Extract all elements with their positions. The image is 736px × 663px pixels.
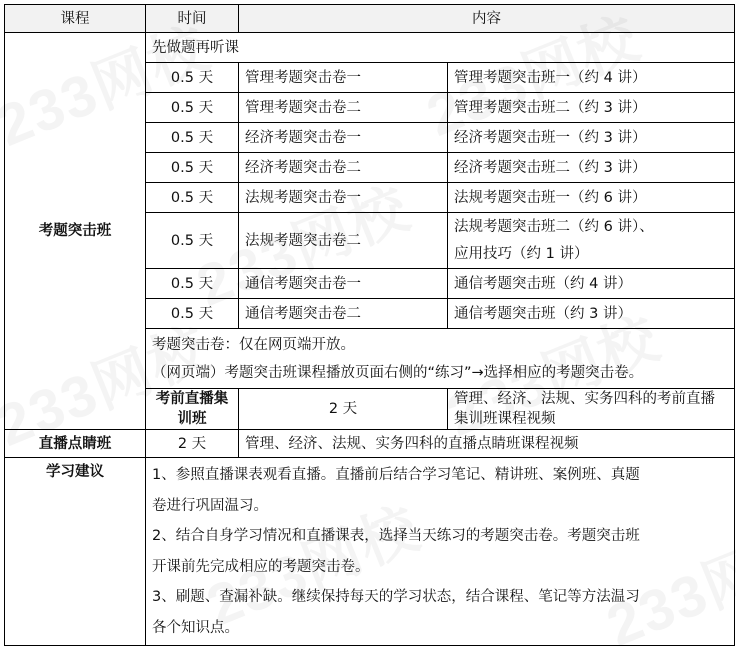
row-time: 0.5 天 [146, 63, 239, 93]
course-advice: 学习建议 [5, 458, 146, 646]
row-content: 管理、经济、法规、实务四科的直播点睛班课程视频 [239, 430, 735, 458]
advice-line: 卷进行巩固温习。 [152, 497, 268, 514]
exam-class-intro: 先做题再听课 [146, 33, 735, 63]
advice-content [146, 458, 735, 646]
row-lesson-line1: 法规考题突击班二（约 6 讲）、 [454, 218, 654, 235]
row-time: 0.5 天 [146, 213, 239, 269]
advice-line: 1、参照直播课表观看直播。直播前后结合学习笔记、精讲班、案例班、真题 [152, 467, 640, 483]
row-paper: 通信考题突击卷一 [239, 269, 448, 299]
row-paper: 经济考题突击卷一 [239, 123, 448, 153]
row-lesson: 通信考题突击班（约 4 讲） [448, 269, 735, 299]
row-paper: 管理考题突击卷二 [239, 93, 448, 123]
row-time: 0.5 天 [146, 269, 239, 299]
row-lesson: 管理考题突击班二（约 3 讲） [448, 93, 735, 123]
header-content: 内容 [239, 5, 735, 33]
row-paper: 经济考题突击卷二 [239, 153, 448, 183]
course-exam-class: 考题突击班 [5, 33, 146, 430]
row-time: 0.5 天 [146, 299, 239, 329]
advice-line: 开课前先完成相应的考题突击卷。 [152, 558, 370, 575]
row-paper: 通信考题突击卷二 [239, 299, 448, 329]
row-lesson: 管理考题突击班一（约 4 讲） [448, 63, 735, 93]
row-time: 0.5 天 [146, 123, 239, 153]
advice-line: 2、结合自身学习情况和直播课表，选择当天练习的考题突击卷。考题突击班 [152, 528, 640, 544]
row-time: 0.5 天 [146, 153, 239, 183]
table-row [5, 33, 735, 63]
course-live-camp: 考前直播集训班 [146, 389, 239, 430]
exam-class-note [146, 329, 735, 389]
row-paper: 法规考题突击卷二 [239, 213, 448, 269]
advice-line: 各个知识点。 [152, 619, 239, 636]
row-lesson: 经济考题突击班一（约 3 讲） [448, 123, 735, 153]
note-line: 考题突击卷：仅在网页端开放。 [152, 337, 355, 353]
table-row [5, 430, 735, 458]
row-lesson [448, 213, 735, 269]
row-lesson-line2: 应用技巧（约 1 讲） [454, 245, 589, 262]
header-course: 课程 [5, 5, 146, 33]
row-time: 2 天 [146, 430, 239, 458]
row-lesson: 法规考题突击班一（约 6 讲） [448, 183, 735, 213]
row-lesson: 经济考题突击班二（约 3 讲） [448, 153, 735, 183]
schedule-table [4, 4, 735, 646]
row-time: 2 天 [239, 389, 448, 430]
note-line: （网页端）考题突击班课程播放页面右侧的“练习”→选择相应的考题突击卷。 [152, 365, 644, 381]
row-time: 0.5 天 [146, 93, 239, 123]
row-paper: 法规考题突击卷一 [239, 183, 448, 213]
course-live-key: 直播点睛班 [5, 430, 146, 458]
table-header-row [5, 5, 735, 33]
row-paper: 管理考题突击卷一 [239, 63, 448, 93]
row-lesson: 通信考题突击班（约 3 讲） [448, 299, 735, 329]
table-row [5, 458, 735, 646]
header-time: 时间 [146, 5, 239, 33]
row-content: 管理、经济、法规、实务四科的考前直播集训班课程视频 [448, 389, 735, 430]
row-time: 0.5 天 [146, 183, 239, 213]
advice-line: 3、刷题、查漏补缺。继续保持每天的学习状态，结合课程、笔记等方法温习 [152, 589, 640, 605]
